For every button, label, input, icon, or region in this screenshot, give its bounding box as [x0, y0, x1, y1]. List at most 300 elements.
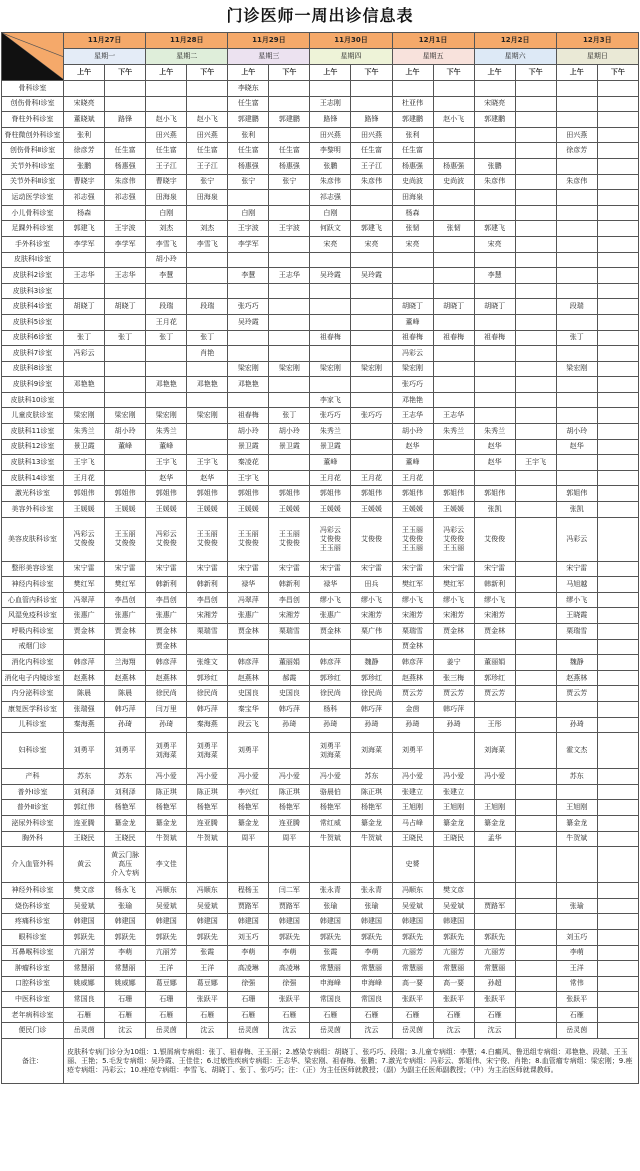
doctor-cell [269, 299, 310, 315]
doctor-cell [597, 190, 638, 206]
table-row [2, 883, 639, 899]
doctor-cell [556, 221, 597, 237]
doctor-cell: 张巧巧 [351, 408, 392, 424]
doctor-cell: 张巧巧 [228, 299, 269, 315]
doctor-cell: 贾金林 [105, 624, 146, 640]
doctor-cell [187, 439, 228, 455]
doctor-cell [556, 314, 597, 330]
doctor-cell: 郭红伟 [64, 800, 105, 816]
doctor-cell: 徐彦芳 [556, 143, 597, 159]
doctor-cell: 郭建飞 [64, 221, 105, 237]
doctor-cell: 张巧巧 [310, 408, 351, 424]
doctor-cell [515, 502, 556, 518]
doctor-cell: 石雁 [105, 1007, 146, 1023]
doctor-cell: 王玉丽 艾俊俊 [228, 517, 269, 561]
doctor-cell: 苏东 [64, 769, 105, 785]
doctor-cell: 李萌 [105, 945, 146, 961]
doctor-cell [474, 392, 515, 408]
doctor-cell: 王晓霞 [556, 608, 597, 624]
doctor-cell: 牛贺斌 [310, 831, 351, 847]
department-name: 皮肤科4诊室 [2, 299, 64, 315]
doctor-cell [433, 81, 474, 97]
doctor-cell [105, 96, 146, 112]
doctor-cell: 孙琦 [269, 717, 310, 733]
doctor-cell: 韩新利 [474, 577, 515, 593]
doctor-cell: 宋湘芳 [187, 608, 228, 624]
doctor-cell: 韩新利 [146, 577, 187, 593]
doctor-cell: 郭跃先 [392, 929, 433, 945]
doctor-cell: 孙琦 [310, 717, 351, 733]
doctor-cell: 樊文彦 [64, 883, 105, 899]
day-date-2: 11月28日 [146, 33, 228, 49]
doctor-cell [515, 283, 556, 299]
day-date-4: 11月30日 [310, 33, 392, 49]
doctor-cell: 韩彦萍 [64, 655, 105, 671]
doctor-cell [556, 190, 597, 206]
department-name: 创伤骨科Ⅰ诊室 [2, 96, 64, 112]
doctor-cell: 张建立 [433, 784, 474, 800]
doctor-cell: 孙琦 [351, 717, 392, 733]
department-name: 中医科诊室 [2, 992, 64, 1008]
doctor-cell: 郭跃先 [146, 929, 187, 945]
department-name: 普外Ⅱ诊室 [2, 800, 64, 816]
doctor-cell: 王宇飞 [187, 455, 228, 471]
doctor-cell: 刘杰 [187, 221, 228, 237]
department-name: 运动医学诊室 [2, 190, 64, 206]
doctor-cell [597, 608, 638, 624]
day-weekday-2: 星期二 [146, 49, 228, 65]
doctor-cell: 纂金龙 [105, 815, 146, 831]
doctor-cell: 宋晓亮 [64, 96, 105, 112]
doctor-cell: 李萌 [556, 945, 597, 961]
half-day-row [2, 65, 639, 81]
doctor-cell: 王志华 [433, 408, 474, 424]
doctor-cell [515, 361, 556, 377]
doctor-cell [515, 784, 556, 800]
doctor-cell: 路锋 [105, 112, 146, 128]
doctor-cell: 王宇波 [269, 221, 310, 237]
doctor-cell: 宋宁雷 [433, 561, 474, 577]
doctor-cell [146, 361, 187, 377]
doctor-cell [515, 205, 556, 221]
doctor-cell [597, 898, 638, 914]
doctor-cell [515, 961, 556, 977]
doctor-cell: 姚威娜 [64, 976, 105, 992]
doctor-cell: 董峰 [146, 439, 187, 455]
doctor-cell: 陈正琪 [269, 784, 310, 800]
doctor-cell [597, 592, 638, 608]
table-row [2, 314, 639, 330]
doctor-cell: 岳灵茵 [228, 1023, 269, 1039]
doctor-cell: 胡小玲 [392, 424, 433, 440]
table-row [2, 769, 639, 785]
table-row [2, 424, 639, 440]
doctor-cell [597, 639, 638, 655]
doctor-cell [597, 1007, 638, 1023]
doctor-cell: 韩建国 [269, 914, 310, 930]
doctor-cell: 常国良 [351, 992, 392, 1008]
doctor-cell [515, 701, 556, 717]
doctor-cell [515, 883, 556, 899]
doctor-cell: 张宁 [187, 174, 228, 190]
doctor-cell: 周平 [269, 831, 310, 847]
doctor-cell: 胡晓丁 [105, 299, 146, 315]
doctor-cell [597, 268, 638, 284]
doctor-cell [310, 81, 351, 97]
doctor-cell: 冯彩云 艾俊俊 [146, 517, 187, 561]
doctor-cell [351, 314, 392, 330]
table-row [2, 898, 639, 914]
doctor-cell: 岳灵茵 [392, 1023, 433, 1039]
doctor-cell: 高凌琳 [269, 961, 310, 977]
department-name: 胸外科 [2, 831, 64, 847]
doctor-cell: 贾云芳 [433, 686, 474, 702]
doctor-cell: 梁宏刚 [187, 408, 228, 424]
doctor-cell: 冯小爱 [392, 769, 433, 785]
doctor-cell: 韩建国 [146, 914, 187, 930]
doctor-cell: 任生富 [105, 143, 146, 159]
doctor-cell: 田兴燕 [187, 127, 228, 143]
pm-header: 下午 [433, 65, 474, 81]
doctor-cell: 梁宏刚 [269, 361, 310, 377]
doctor-cell: 葛豆娜 [187, 976, 228, 992]
doctor-cell: 亢丽芳 [146, 945, 187, 961]
day-date-7: 12月3日 [556, 33, 638, 49]
department-name: 皮肤科13诊室 [2, 455, 64, 471]
department-name: 美容皮肤科诊室 [2, 517, 64, 561]
table-row [2, 470, 639, 486]
diagonal-lines-icon [2, 33, 64, 80]
doctor-cell [146, 81, 187, 97]
doctor-cell [105, 361, 146, 377]
doctor-cell: 韩巧萍 [269, 701, 310, 717]
doctor-cell: 郭珍红 [474, 670, 515, 686]
doctor-cell: 梁宏刚 [556, 361, 597, 377]
doctor-cell [515, 470, 556, 486]
doctor-cell [392, 268, 433, 284]
doctor-cell [269, 377, 310, 393]
doctor-cell: 郭跃先 [269, 929, 310, 945]
doctor-cell: 朱彦伟 [351, 174, 392, 190]
doctor-cell [310, 377, 351, 393]
doctor-cell [597, 831, 638, 847]
table-row [2, 815, 639, 831]
doctor-cell: 曹晓宇 [146, 174, 187, 190]
department-name: 消化内科诊室 [2, 655, 64, 671]
doctor-cell: 史国良 [228, 686, 269, 702]
doctor-cell: 郭姐伟 [228, 486, 269, 502]
doctor-cell: 郭姐伟 [392, 486, 433, 502]
department-name: 产科 [2, 769, 64, 785]
doctor-cell [228, 847, 269, 883]
doctor-cell: 常伟 [556, 976, 597, 992]
doctor-cell [105, 314, 146, 330]
doctor-cell [515, 831, 556, 847]
doctor-cell [228, 330, 269, 346]
doctor-cell [187, 361, 228, 377]
doctor-cell: 张维文 [187, 655, 228, 671]
doctor-cell: 王月花 [64, 470, 105, 486]
doctor-cell: 祖春梅 [392, 330, 433, 346]
department-name: 皮肤科8诊室 [2, 361, 64, 377]
doctor-cell [474, 205, 515, 221]
doctor-cell: 张韧 [433, 221, 474, 237]
doctor-cell: 岳灵茵 [310, 1023, 351, 1039]
doctor-cell: 邓艳艳 [392, 392, 433, 408]
doctor-cell [597, 314, 638, 330]
doctor-cell: 王旭刚 [474, 800, 515, 816]
doctor-cell: 杨惠强 [105, 158, 146, 174]
doctor-cell [187, 639, 228, 655]
doctor-cell: 王洋 [556, 961, 597, 977]
am-header: 上午 [556, 65, 597, 81]
doctor-cell: 高凌琳 [228, 961, 269, 977]
doctor-cell [597, 502, 638, 518]
doctor-cell: 肖艳 [187, 346, 228, 362]
doctor-cell: 贾路军 [474, 898, 515, 914]
doctor-cell: 王媛媛 [392, 502, 433, 518]
doctor-cell: 郭珍红 [351, 670, 392, 686]
doctor-cell: 胡晓丁 [433, 299, 474, 315]
doctor-cell: 常慧丽 [433, 961, 474, 977]
doctor-cell [597, 330, 638, 346]
doctor-cell [474, 143, 515, 159]
doctor-cell [474, 847, 515, 883]
day-weekday-3: 星期三 [228, 49, 310, 65]
department-name: 皮肤科5诊室 [2, 314, 64, 330]
doctor-cell: 刘勇平 [228, 733, 269, 769]
doctor-cell: 缪小飞 [556, 592, 597, 608]
doctor-cell: 吴爱斌 [187, 898, 228, 914]
doctor-cell [515, 639, 556, 655]
doctor-cell: 韩巧萍 [351, 701, 392, 717]
doctor-cell: 韩建国 [187, 914, 228, 930]
doctor-cell: 冯彩云 [556, 517, 597, 561]
doctor-cell: 郭姐伟 [105, 486, 146, 502]
doctor-cell: 冯小爱 [269, 769, 310, 785]
doctor-cell [351, 377, 392, 393]
doctor-cell [474, 470, 515, 486]
doctor-cell: 张鹏 [64, 158, 105, 174]
day-date-6: 12月2日 [474, 33, 556, 49]
doctor-cell [433, 205, 474, 221]
doctor-cell: 韩彦萍 [392, 655, 433, 671]
doctor-cell [433, 96, 474, 112]
doctor-cell [433, 236, 474, 252]
doctor-cell [105, 455, 146, 471]
doctor-cell [515, 127, 556, 143]
doctor-cell: 牛贺斌 [556, 831, 597, 847]
doctor-cell: 缪小飞 [351, 592, 392, 608]
doctor-cell: 朱秀兰 [433, 424, 474, 440]
doctor-cell: 刘勇平 刘海菜 [146, 733, 187, 769]
doctor-cell [515, 577, 556, 593]
doctor-cell: 张跃平 [433, 992, 474, 1008]
doctor-cell [433, 190, 474, 206]
doctor-cell: 王晓民 [392, 831, 433, 847]
doctor-cell [597, 577, 638, 593]
doctor-cell: 赵华 [187, 470, 228, 486]
doctor-cell: 徐民尚 [351, 686, 392, 702]
doctor-cell [433, 377, 474, 393]
doctor-cell [474, 283, 515, 299]
table-row [2, 686, 639, 702]
table-row [2, 1023, 639, 1039]
doctor-cell: 徐民尚 [146, 686, 187, 702]
doctor-cell [556, 639, 597, 655]
doctor-cell [228, 346, 269, 362]
doctor-cell [474, 377, 515, 393]
doctor-cell [351, 299, 392, 315]
doctor-cell: 朱秀兰 [310, 424, 351, 440]
doctor-cell: 梁宏刚 [392, 361, 433, 377]
table-row [2, 784, 639, 800]
doctor-cell: 郭姐伟 [351, 486, 392, 502]
doctor-cell: 郭姐伟 [64, 486, 105, 502]
doctor-cell: 任生富 [351, 143, 392, 159]
doctor-cell: 赵燕林 [228, 670, 269, 686]
doctor-cell: 张宁 [228, 174, 269, 190]
doctor-cell: 宋宁雷 [556, 561, 597, 577]
department-name: 骨科诊室 [2, 81, 64, 97]
table-row [2, 717, 639, 733]
doctor-cell: 张利 [64, 127, 105, 143]
doctor-cell: 冯彩云 艾俊俊 王玉丽 [433, 517, 474, 561]
doctor-cell [556, 96, 597, 112]
doctor-cell: 赵华 [474, 439, 515, 455]
doctor-cell [515, 686, 556, 702]
department-name: 关节外科Ⅱ诊室 [2, 174, 64, 190]
doctor-cell: 冯小爱 [474, 769, 515, 785]
table-row [2, 733, 639, 769]
doctor-cell [105, 127, 146, 143]
doctor-cell [515, 929, 556, 945]
doctor-cell: 李黎明 [310, 143, 351, 159]
doctor-cell: 田海泉 [187, 190, 228, 206]
department-name: 皮肤科7诊室 [2, 346, 64, 362]
doctor-cell: 杨科 [310, 701, 351, 717]
doctor-cell [597, 1023, 638, 1039]
doctor-cell [269, 455, 310, 471]
doctor-cell [597, 561, 638, 577]
doctor-cell: 常慧丽 [310, 961, 351, 977]
doctor-cell [474, 252, 515, 268]
department-name: 神经内科诊室 [2, 577, 64, 593]
doctor-cell: 史尚波 [433, 174, 474, 190]
doctor-cell: 李文佳 [146, 847, 187, 883]
department-name: 创伤骨科Ⅱ诊室 [2, 143, 64, 159]
doctor-cell: 樊红军 [433, 577, 474, 593]
doctor-cell: 韩彦萍 [146, 655, 187, 671]
doctor-cell [474, 639, 515, 655]
table-row [2, 127, 639, 143]
doctor-cell [515, 608, 556, 624]
doctor-cell: 王媛媛 [310, 502, 351, 518]
doctor-cell: 韩建国 [351, 914, 392, 930]
doctor-cell: 任生富 [392, 143, 433, 159]
doctor-cell: 连亚腾 [269, 815, 310, 831]
doctor-cell: 沈云 [187, 1023, 228, 1039]
department-name: 普外Ⅰ诊室 [2, 784, 64, 800]
doctor-cell: 杨惠强 [269, 158, 310, 174]
pm-header: 下午 [351, 65, 392, 81]
doctor-cell: 秦海燕 [187, 717, 228, 733]
doctor-cell [146, 392, 187, 408]
doctor-cell: 王玉丽 艾俊俊 [269, 517, 310, 561]
doctor-cell [351, 424, 392, 440]
doctor-cell: 沈云 [433, 1023, 474, 1039]
doctor-cell [597, 914, 638, 930]
doctor-cell [515, 314, 556, 330]
department-name: 皮肤科2诊室 [2, 268, 64, 284]
doctor-cell [228, 639, 269, 655]
doctor-cell [597, 174, 638, 190]
doctor-cell: 石雁 [146, 1007, 187, 1023]
doctor-cell [597, 655, 638, 671]
doctor-cell: 杨永飞 [105, 883, 146, 899]
doctor-cell [187, 847, 228, 883]
doctor-cell: 常慧丽 [474, 961, 515, 977]
am-header: 上午 [64, 65, 105, 81]
doctor-cell [433, 314, 474, 330]
table-row [2, 408, 639, 424]
doctor-cell: 李雪飞 [187, 236, 228, 252]
doctor-cell: 杨艳军 [269, 800, 310, 816]
doctor-cell [597, 205, 638, 221]
doctor-cell [269, 330, 310, 346]
doctor-cell: 栗瑞雪 [187, 624, 228, 640]
doctor-cell: 石雁 [392, 1007, 433, 1023]
table-row [2, 486, 639, 502]
doctor-cell [556, 455, 597, 471]
doctor-cell [597, 299, 638, 315]
doctor-cell: 赵小飞 [187, 112, 228, 128]
doctor-cell: 樊文彦 [433, 883, 474, 899]
doctor-cell [556, 112, 597, 128]
doctor-cell [105, 205, 146, 221]
department-name: 肿瘤科诊室 [2, 961, 64, 977]
doctor-cell: 赵燕林 [64, 670, 105, 686]
doctor-cell: 胡小玲 [146, 252, 187, 268]
doctor-cell: 董峰 [392, 314, 433, 330]
doctor-cell: 王月花 [351, 470, 392, 486]
doctor-cell [310, 283, 351, 299]
doctor-cell: 兰海翔 [105, 655, 146, 671]
doctor-cell [351, 81, 392, 97]
doctor-cell [474, 408, 515, 424]
doctor-cell: 韩建国 [433, 914, 474, 930]
doctor-cell [556, 346, 597, 362]
department-name: 泌尿外科诊室 [2, 815, 64, 831]
doctor-cell [269, 96, 310, 112]
table-row [2, 929, 639, 945]
table-row [2, 561, 639, 577]
doctor-cell: 董丽娟 [474, 655, 515, 671]
doctor-cell: 缪小飞 [392, 592, 433, 608]
doctor-cell [187, 81, 228, 97]
department-name: 老年病科诊室 [2, 1007, 64, 1023]
department-name: 妇科诊室 [2, 733, 64, 769]
doctor-cell: 史尚波 [392, 174, 433, 190]
doctor-cell [556, 392, 597, 408]
doctor-cell: 张跃平 [187, 992, 228, 1008]
department-name: 疼痛科诊室 [2, 914, 64, 930]
doctor-cell [187, 252, 228, 268]
doctor-cell [351, 96, 392, 112]
doctor-cell: 樊红军 [64, 577, 105, 593]
doctor-cell [597, 112, 638, 128]
table-row [2, 992, 639, 1008]
